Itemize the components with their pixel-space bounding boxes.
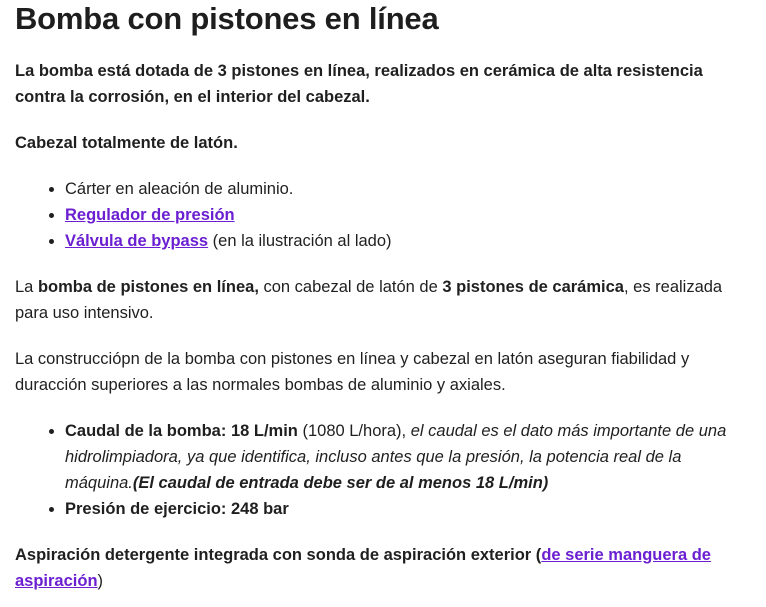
brass-head-paragraph: Cabezal totalmente de latón. (15, 134, 238, 152)
pressure-regulator-link[interactable]: Regulador de presión (65, 206, 235, 224)
bypass-note: (en la ilustración al lado) (208, 232, 392, 250)
aspiration-text: Aspiración detergente integrada con sonda de aspiración exterior ( (15, 546, 542, 564)
pump-bold-2: 3 pistones de carámica (442, 278, 624, 296)
pump-text-2: con cabezal de latón de (258, 278, 443, 296)
pump-paragraph (15, 274, 752, 326)
aspiration-hose-link[interactable]: de serie manguera de aspiración (15, 546, 711, 590)
features-list (15, 176, 752, 254)
specs-list (15, 418, 752, 522)
pressure-label: Presión de ejercicio: 248 bar (65, 500, 289, 518)
flow-label: Caudal de la bomba: 18 L/min (65, 422, 298, 440)
pump-text-1: La (15, 278, 38, 296)
pump-text-3: , es realizada para uso intensivo. (15, 278, 723, 322)
flow-plain: (1080 L/hora), (297, 422, 411, 440)
list-item (65, 176, 752, 202)
pump-bold-1: bomba de pistones en línea, (37, 278, 259, 296)
list-item (65, 418, 752, 496)
intro-paragraph: La bomba está dotada de 3 pistones en línea, realizados en cerámica de alta resistencia contra la corrosión, en el interior del cabezal. (15, 62, 703, 106)
page-title: Bomba con pistones en línea (15, 1, 439, 36)
list-item (65, 202, 752, 228)
bypass-valve-link[interactable]: Válvula de bypass (65, 232, 209, 250)
list-item (65, 496, 752, 522)
flow-bold-italic: (El caudal de entrada debe ser de al menos 18 L/min) (132, 474, 549, 492)
flow-italic: el caudal es el dato más importante de una hidrolimpiadora, ya que identifica, incluso antes que la presión, la potencia real de la máquina. (65, 422, 727, 492)
aspiration-paragraph (15, 542, 752, 594)
crankcase-text: Cárter en aleación de aluminio. (65, 180, 294, 198)
aspiration-close: ) (97, 572, 104, 590)
list-item (65, 228, 752, 254)
construction-paragraph: La construcciópn de la bomba con pistones en línea y cabezal en latón aseguran fiabilidad y duracción superiores a las normales bombas de aluminio y axiales. (15, 350, 690, 394)
